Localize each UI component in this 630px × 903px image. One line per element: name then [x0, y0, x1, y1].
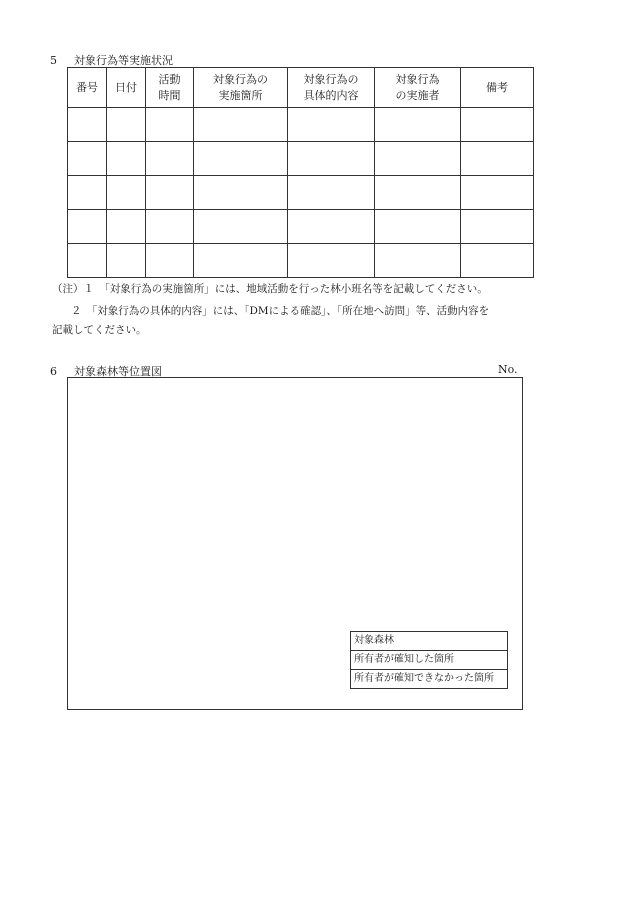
header-remarks: 備考	[461, 68, 534, 108]
table-header-row	[68, 68, 534, 108]
cell-location[interactable]	[194, 142, 288, 176]
cell-date[interactable]	[107, 108, 146, 142]
cell-date[interactable]	[107, 176, 146, 210]
table-row	[68, 142, 534, 176]
cell-remarks[interactable]	[461, 108, 534, 142]
cell-location[interactable]	[194, 244, 288, 278]
cell-remarks[interactable]	[461, 142, 534, 176]
cell-content[interactable]	[288, 142, 375, 176]
cell-content[interactable]	[288, 108, 375, 142]
cell-time[interactable]	[146, 108, 194, 142]
header-performer: 対象行為 の実施者	[375, 68, 461, 108]
cell-remarks[interactable]	[461, 210, 534, 244]
cell-location[interactable]	[194, 108, 288, 142]
note-1: （注）１ 「対象行為の実施箇所」には、地域活動を行った林小班名等を記載してください。	[52, 283, 488, 295]
header-location: 対象行為の 実施箇所	[194, 68, 288, 108]
cell-performer[interactable]	[375, 108, 461, 142]
cell-remarks[interactable]	[461, 176, 534, 210]
cell-content[interactable]	[288, 176, 375, 210]
cell-date[interactable]	[107, 142, 146, 176]
cell-number[interactable]	[68, 244, 107, 278]
cell-number[interactable]	[68, 210, 107, 244]
cell-performer[interactable]	[375, 210, 461, 244]
cell-time[interactable]	[146, 210, 194, 244]
table-row	[68, 210, 534, 244]
table-row	[68, 108, 534, 142]
cell-performer[interactable]	[375, 176, 461, 210]
legend-target-forest: 対象森林	[351, 632, 508, 651]
map-legend	[350, 631, 508, 689]
note-2-line-2: 記載してください。	[52, 324, 147, 336]
cell-location[interactable]	[194, 210, 288, 244]
cell-content[interactable]	[288, 244, 375, 278]
note-2-line-1: ２ 「対象行為の具体的内容」には、「DMによる確認」、「所在地へ訪問」等、活動内容を	[71, 305, 490, 317]
cell-number[interactable]	[68, 176, 107, 210]
section-5-title: 対象行為等実施状況	[74, 54, 173, 67]
section-6-number: 6	[50, 365, 57, 378]
header-number: 番号	[68, 68, 107, 108]
cell-performer[interactable]	[375, 142, 461, 176]
cell-location[interactable]	[194, 176, 288, 210]
header-date: 日付	[107, 68, 146, 108]
cell-date[interactable]	[107, 244, 146, 278]
cell-time[interactable]	[146, 244, 194, 278]
header-activity-time: 活動 時間	[146, 68, 194, 108]
activity-status-table	[67, 67, 534, 278]
section-5-heading	[50, 52, 173, 68]
map-number-label: No.	[498, 363, 518, 376]
table-row	[68, 176, 534, 210]
section-6-title: 対象森林等位置図	[74, 365, 162, 378]
cell-time[interactable]	[146, 142, 194, 176]
legend-owner-unconfirmed: 所有者が確知できなかった箇所	[351, 670, 508, 689]
cell-time[interactable]	[146, 176, 194, 210]
cell-number[interactable]	[68, 142, 107, 176]
header-content: 対象行為の 具体的内容	[288, 68, 375, 108]
cell-content[interactable]	[288, 210, 375, 244]
section-5-number: 5	[50, 54, 57, 67]
cell-date[interactable]	[107, 210, 146, 244]
cell-remarks[interactable]	[461, 244, 534, 278]
cell-number[interactable]	[68, 108, 107, 142]
legend-owner-confirmed: 所有者が確知した箇所	[351, 651, 508, 670]
cell-performer[interactable]	[375, 244, 461, 278]
table-row	[68, 244, 534, 278]
